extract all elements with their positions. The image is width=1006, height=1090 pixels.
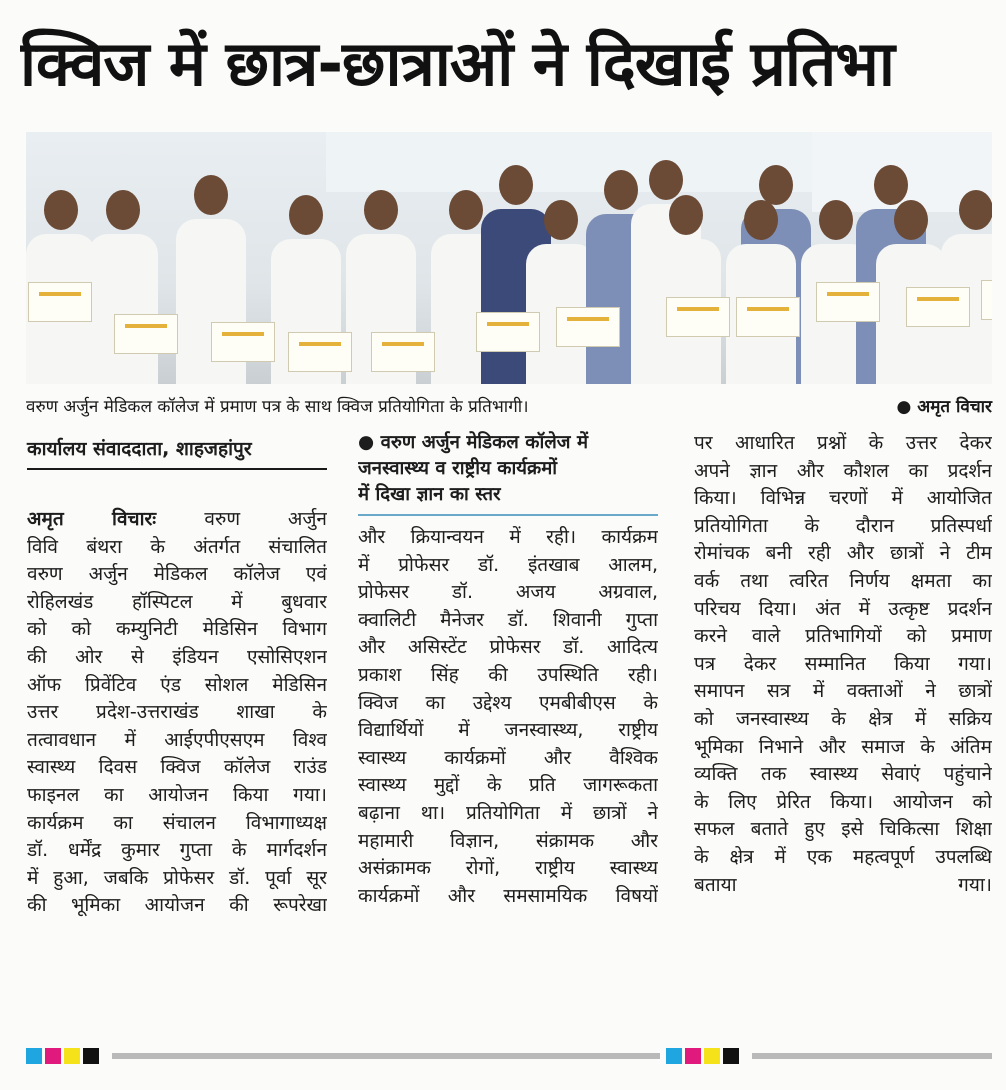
text-line: अपने ज्ञान और कौशल का प्रदर्शन <box>694 459 992 482</box>
text-line: असंक्रामक रोगों, राष्ट्रीय स्वास्थ्य <box>358 857 658 880</box>
color-swatch <box>704 1048 720 1064</box>
lead-text: वरुण अर्जुन <box>204 508 327 530</box>
print-rule-right <box>752 1053 992 1059</box>
participant-head <box>106 190 140 230</box>
participant-head <box>759 165 793 205</box>
text-line: कार्यक्रम का संचालन विभागाध्यक्ष <box>27 811 327 834</box>
text-line <box>27 506 327 534</box>
text-line: जनस्वास्थ्य व राष्ट्रीय कार्यक्रमों <box>358 458 558 479</box>
text-line: के लिए प्रेरित किया। आयोजन को <box>694 790 992 813</box>
photo-caption: वरुण अर्जुन मेडिकल कॉलेज में प्रमाण पत्र के साथ क्विज प्रतियोगिता के प्रतिभागी। <box>26 397 529 417</box>
color-swatch <box>45 1048 61 1064</box>
text-line: क्विज का उद्देश्य एमबीबीएस के <box>358 691 658 714</box>
text-line: स्वास्थ्य दिवस क्विज कॉलेज राउंड <box>27 756 327 779</box>
text-line: किया। विभिन्न चरणों में आयोजित <box>694 487 992 510</box>
participant-head <box>499 165 533 205</box>
certificate <box>371 332 435 372</box>
text-line: पर आधारित प्रश्नों के उत्तर देकर <box>694 432 992 454</box>
participant-head <box>449 190 483 230</box>
participant-figure <box>88 190 158 384</box>
text-line: में दिखा ज्ञान का स्तर <box>358 484 501 505</box>
participant-head <box>959 190 992 230</box>
column-3-text <box>694 430 992 899</box>
text-line: प्रोफेसर डॉ. अजय अग्रवाल, <box>358 581 658 604</box>
text-line: व्यक्ति तक स्वास्थ्य सेवाएं पहुंचाने <box>694 763 992 786</box>
participant-figure <box>726 200 796 384</box>
byline: कार्यालय संवाददाता, शाहजहांपुर <box>27 430 327 470</box>
color-swatch <box>666 1048 682 1064</box>
photo-credit: ● अमृत विचार <box>896 397 992 417</box>
text-line: कार्यक्रमों और समसामयिक विषयों <box>358 884 658 907</box>
color-swatch <box>83 1048 99 1064</box>
certificate <box>666 297 730 337</box>
participant-head <box>669 195 703 235</box>
subheadline <box>358 430 658 516</box>
text-line: डॉ. धर्मेंद्र कुमार गुप्ता के मार्गदर्शन <box>27 839 327 862</box>
news-photo <box>26 132 992 384</box>
text-line: विवि बंथरा के अंतर्गत संचालित <box>27 535 327 558</box>
text-line: के क्षेत्र में एक महत्वपूर्ण उपलब्धि <box>694 845 992 868</box>
certificate <box>556 307 620 347</box>
color-swatch <box>26 1048 42 1064</box>
certificate <box>816 282 880 322</box>
certificate <box>736 297 800 337</box>
participant-head <box>744 200 778 240</box>
text-line: फाइनल का आयोजन किया गया। <box>27 783 327 806</box>
text-line: ऑफ प्रिवेंटिव एंड सोशल मेडिसिन <box>27 673 327 696</box>
print-color-marks-left <box>26 1048 102 1064</box>
certificate <box>476 312 540 352</box>
text-line: प्रकाश सिंह की उपस्थिति रही। <box>358 663 658 686</box>
text-line: की भूमिका आयोजन की रूपरेखा <box>27 894 327 917</box>
text-line: परिचय दिया। अंत में उत्कृष्ट प्रदर्शन <box>694 597 992 620</box>
color-swatch <box>723 1048 739 1064</box>
text-line: सफल बताते हुए इसे चिकित्सा शिक्षा <box>694 818 992 841</box>
text-line: समापन सत्र में वक्ताओं ने छात्रों <box>694 680 992 703</box>
text-line: प्रतियोगिता के दौरान प्रतिस्पर्धा <box>694 514 992 537</box>
participant-figure <box>651 195 721 384</box>
text-line: विद्यार्थियों में जनस्वास्थ्य, राष्ट्रीय <box>358 719 658 742</box>
certificate <box>114 314 178 354</box>
print-rule-left <box>112 1053 660 1059</box>
text-line: करने वाले प्रतिभागियों को प्रमाण <box>694 625 992 648</box>
text-line: बढ़ाना था। प्रतियोगिता में छात्रों ने <box>358 801 658 824</box>
color-swatch <box>64 1048 80 1064</box>
participant-head <box>649 160 683 200</box>
text-line: स्वास्थ्य मुद्दों के प्रति जागरूकता <box>358 774 658 797</box>
participant-head <box>44 190 78 230</box>
participant-head <box>874 165 908 205</box>
text-line: पत्र देकर सम्मानित किया गया। <box>694 652 992 675</box>
text-line: रोहिलखंड हॉस्पिटल में बुधवार <box>27 590 327 613</box>
text-line: ● वरुण अर्जुन मेडिकल कॉलेज में <box>358 432 589 453</box>
text-line: स्वास्थ्य कार्यक्रमों और वैश्विक <box>358 746 658 769</box>
lead-tag: अमृत विचारः <box>27 508 205 530</box>
text-line: में प्रोफेसर डॉ. इंतखाब आलम, <box>358 553 658 576</box>
participant-head <box>894 200 928 240</box>
text-line: महामारी विज्ञान, संक्रामक और <box>358 829 658 852</box>
text-line: तत्वावधान में आईएपीएसएम विश्व <box>27 728 327 751</box>
certificate <box>288 332 352 372</box>
text-line: और असिस्टेंट प्रोफेसर डॉ. आदित्य <box>358 636 658 659</box>
column-1 <box>27 430 327 920</box>
text-line: और क्रियान्वयन में रही। कार्यक्रम <box>358 526 658 548</box>
text-line: भूमिका निभाने और समाज के अंतिम <box>694 735 992 758</box>
column-2 <box>358 430 658 910</box>
text-line: में हुआ, जबकि प्रोफेसर डॉ. पूर्वा सूर <box>27 866 327 889</box>
text-line: वर्क तथा त्वरित निर्णय क्षमता का <box>694 569 992 592</box>
certificate <box>211 322 275 362</box>
column-2-text <box>358 524 658 910</box>
column-1-text <box>27 506 327 920</box>
text-line: की ओर से इंडियन एसोसिएशन <box>27 645 327 668</box>
certificate <box>906 287 970 327</box>
photo-caption-row <box>26 390 992 424</box>
participant-coat <box>88 234 158 384</box>
text-line: रोमांचक बनी रही और छात्रों ने टीम <box>694 542 992 565</box>
participant-head <box>544 200 578 240</box>
text-line: उत्तर प्रदेश-उत्तराखंड शाखा के <box>27 701 327 724</box>
certificate <box>981 280 992 320</box>
participant-head <box>289 195 323 235</box>
color-swatch <box>685 1048 701 1064</box>
headline: क्विज में छात्र-छात्राओं ने दिखाई प्रतिभा <box>20 27 894 100</box>
certificate <box>28 282 92 322</box>
text-line: बताया गया। <box>694 873 992 896</box>
text-line: को जनस्वास्थ्य के क्षेत्र में सक्रिय <box>694 707 992 730</box>
participant-head <box>819 200 853 240</box>
text-line: क्वालिटी मैनेजर डॉ. शिवानी गुप्ता <box>358 608 658 631</box>
column-3 <box>694 430 992 899</box>
print-color-marks-right <box>666 1048 742 1064</box>
participant-head <box>364 190 398 230</box>
participant-head <box>194 175 228 215</box>
text-line: वरुण अर्जुन मेडिकल कॉलेज एवं <box>27 563 327 586</box>
text-line: को को कम्युनिटी मेडिसिन विभाग <box>27 618 327 641</box>
